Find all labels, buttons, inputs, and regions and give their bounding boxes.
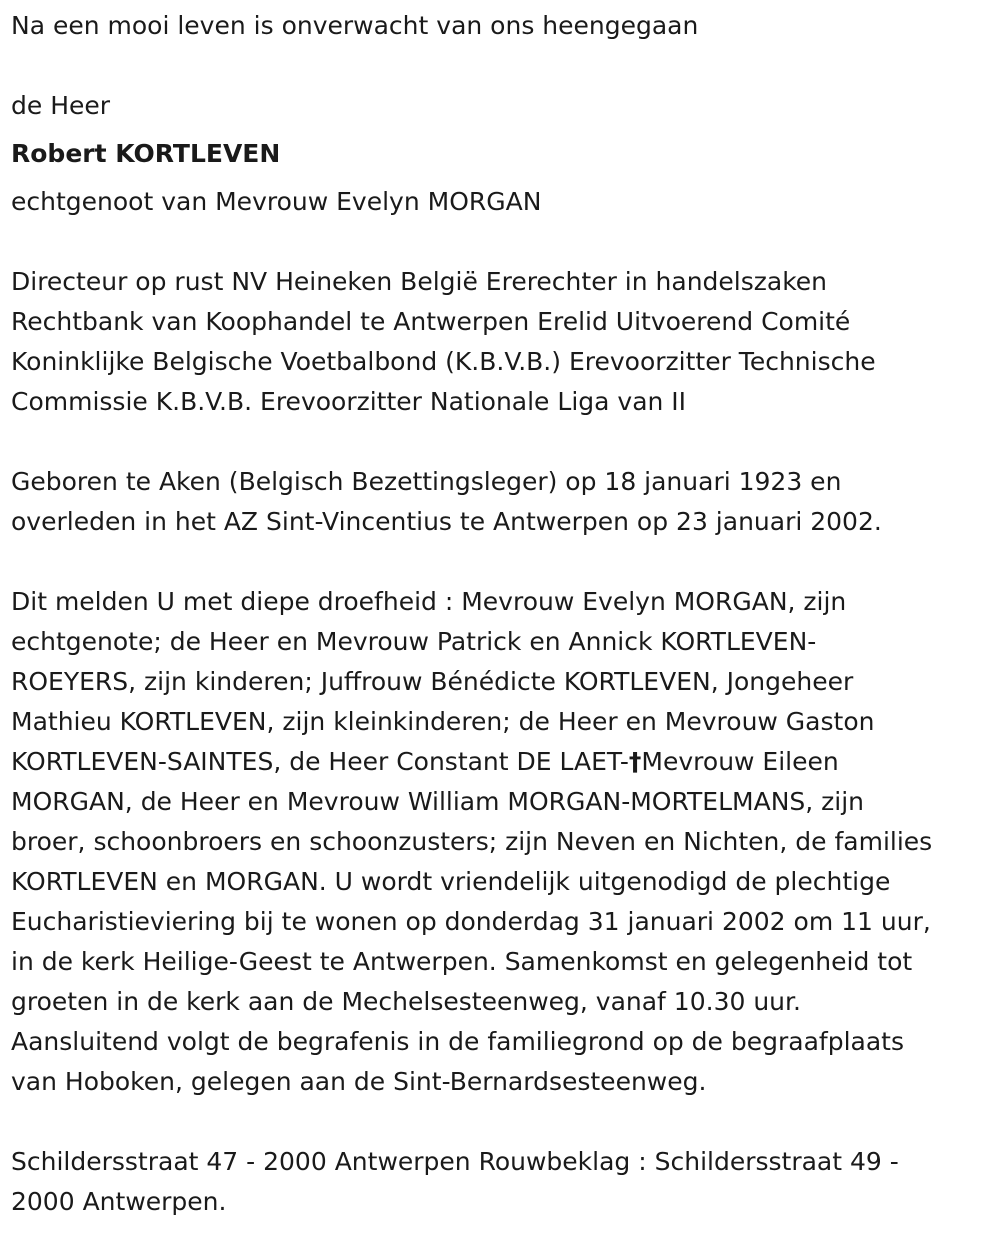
obituary-notice — [11, 6, 996, 1222]
deceased-name: Robert KORTLEVEN — [11, 139, 281, 168]
spacer — [11, 422, 996, 462]
cross-icon: † — [628, 747, 642, 776]
announcement-text-part1: Dit melden U met diepe droefheid : Mevrouw Evelyn MORGAN, zijn echtgenote; de Heer en Mevrouw Patrick en Annick KORTLEVEN- ROEYERS, zijn kinderen; Juffrouw Bénédicte KORTLEVEN, Jongeheer Mathieu KORTLEVEN, zijn kleinkinderen; de Heer en Mevrouw Gaston KORTLEVEN-SAINTES, de Heer Constant DE LAET- — [11, 587, 875, 776]
intro-line: Na een mooi leven is onverwacht van ons heengegaan — [11, 11, 699, 40]
announcement-text-part2: Mevrouw Eileen MORGAN, de Heer en Mevrouw William MORGAN-MORTELMANS, zijn broer, schoonbroers en schoonzusters; zijn Neven en Nichten, de families KORTLEVEN en MORGAN. U wordt vriendelijk uitgenodigd de plechtige Eucharistieviering bij te wonen op donderdag 31 januari 2002 om 11 uur, in de kerk Heilige-Geest te Antwerpen. Samenkomst en gelegenheid tot groeten in de kerk aan de Mechelsesteenweg, vanaf 10.30 uur. Aansluitend volgt de begrafenis in de familiegrond op de begraafplaats van Hoboken, gelegen aan de Sint-Bernardsesteenweg. — [11, 747, 933, 1096]
address-paragraph: Schildersstraat 47 - 2000 Antwerpen Rouwbeklag : Schildersstraat 49 - 2000 Antwerpen. — [11, 1147, 899, 1216]
spacer — [11, 1102, 996, 1142]
functions-paragraph: Directeur op rust NV Heineken België Ererechter in handelszaken Rechtbank van Koophandel te Antwerpen Erelid Uitvoerend Comité Koninklijke Belgische Voetbalbond (K.B.V.B.) Erevoorzitter Technische Commissie K.B.V.B. Erevoorzitter Nationale Liga van II — [11, 267, 876, 416]
honorific: de Heer — [11, 91, 111, 120]
spacer — [11, 222, 996, 262]
announcement-paragraph — [11, 582, 996, 1102]
birth-death-paragraph: Geboren te Aken (Belgisch Bezettingsleger) op 18 januari 1923 en overleden in het AZ Sint-Vincentius te Antwerpen op 23 januari 2002. — [11, 467, 882, 536]
spacer — [11, 542, 996, 582]
spacer — [11, 46, 996, 86]
spouse-line: echtgenoot van Mevrouw Evelyn MORGAN — [11, 187, 542, 216]
